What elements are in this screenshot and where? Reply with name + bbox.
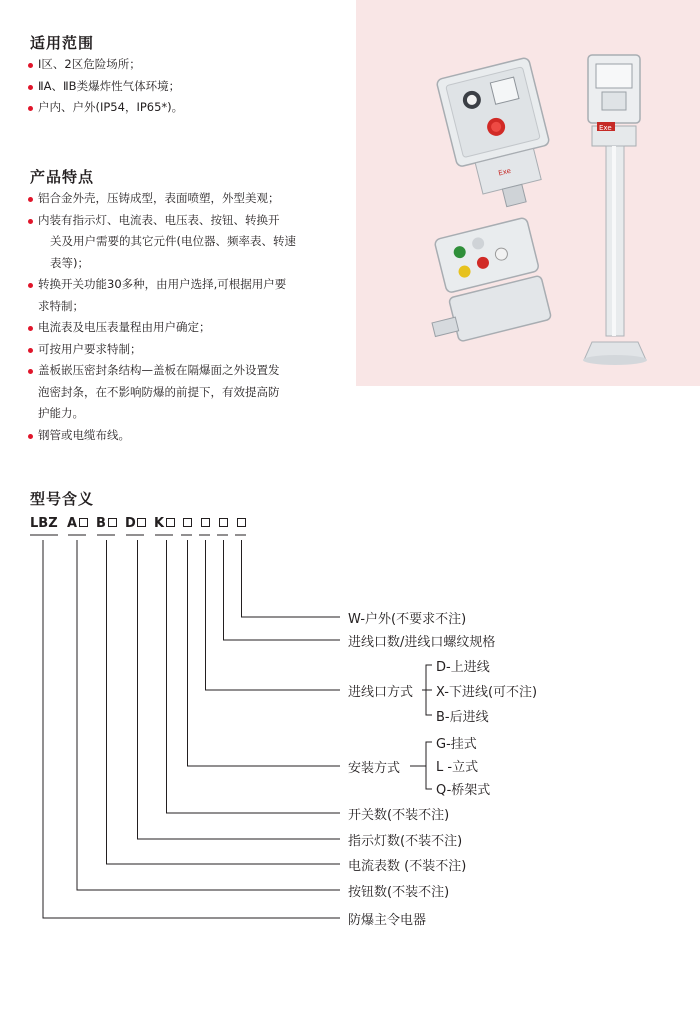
list-item: 电流表及电压表量程由用户确定； [28, 317, 296, 339]
list-item: 铝合金外壳，压铸成型，表面喷塑，外型美观； [28, 188, 296, 210]
label-lamps: 指示灯数(不装不注) [348, 834, 463, 849]
label-outdoor: W-户外(不要求不注) [348, 612, 467, 627]
model-code-prefix: LBZ [30, 516, 58, 531]
list-item: Ⅰ区、2区危险场所； [28, 54, 183, 76]
label-mount-option: G-挂式 [436, 737, 477, 752]
label-inlet-option: X-下进线(可不注) [436, 685, 538, 700]
label-switches: 开关数(不装不注) [348, 808, 450, 823]
enclosure-label-2: Exe [599, 124, 612, 132]
model-code-b: B [96, 516, 106, 531]
model-heading: 型号含义 [30, 490, 95, 508]
label-product: 防爆主令电器 [348, 913, 427, 928]
model-code-a: A [67, 516, 78, 531]
model-code-k: K [154, 516, 165, 531]
features-heading: 产品特点 [30, 168, 95, 186]
list-item: 户内、户外(IP54，IP65*)。 [28, 97, 183, 119]
list-item: 转换开关功能30多种，由用户选择,可根据用户要 求特制； [28, 274, 296, 317]
label-buttons: 按钮数(不装不注) [348, 885, 450, 900]
label-mount-option: Q-桥架式 [436, 783, 491, 798]
scope-heading: 适用范围 [30, 34, 95, 52]
model-code-d: D [125, 516, 136, 531]
list-item: ⅡA、ⅡB类爆炸性气体环境； [28, 76, 183, 98]
label-inlet-option: B-后进线 [436, 710, 489, 725]
label-inlet-mode: 进线口方式 [348, 685, 414, 700]
enclosure-label-1: Exe [497, 166, 512, 178]
label-ammeters: 电流表数 (不装不注) [348, 859, 467, 874]
list-item: 可按用户要求特制； [28, 339, 296, 361]
label-mount-option: L -立式 [436, 760, 479, 775]
list-item: 钢管或电缆布线。 [28, 425, 296, 447]
list-item: 内装有指示灯、电流表、电压表、按钮、转换开 关及用户需要的其它元件(电位器、频率表、转速 表等)； [28, 210, 296, 275]
list-item: 盖板嵌压密封条结构—盖板在隔爆面之外设置发 泡密封条，在不影响防爆的前提下，有效提高防 护能力。 [28, 360, 296, 425]
label-inlet-option: D-上进线 [436, 660, 490, 675]
label-inlet-count: 进线口数/进线口螺纹规格 [348, 635, 496, 650]
label-mount: 安装方式 [348, 761, 401, 776]
